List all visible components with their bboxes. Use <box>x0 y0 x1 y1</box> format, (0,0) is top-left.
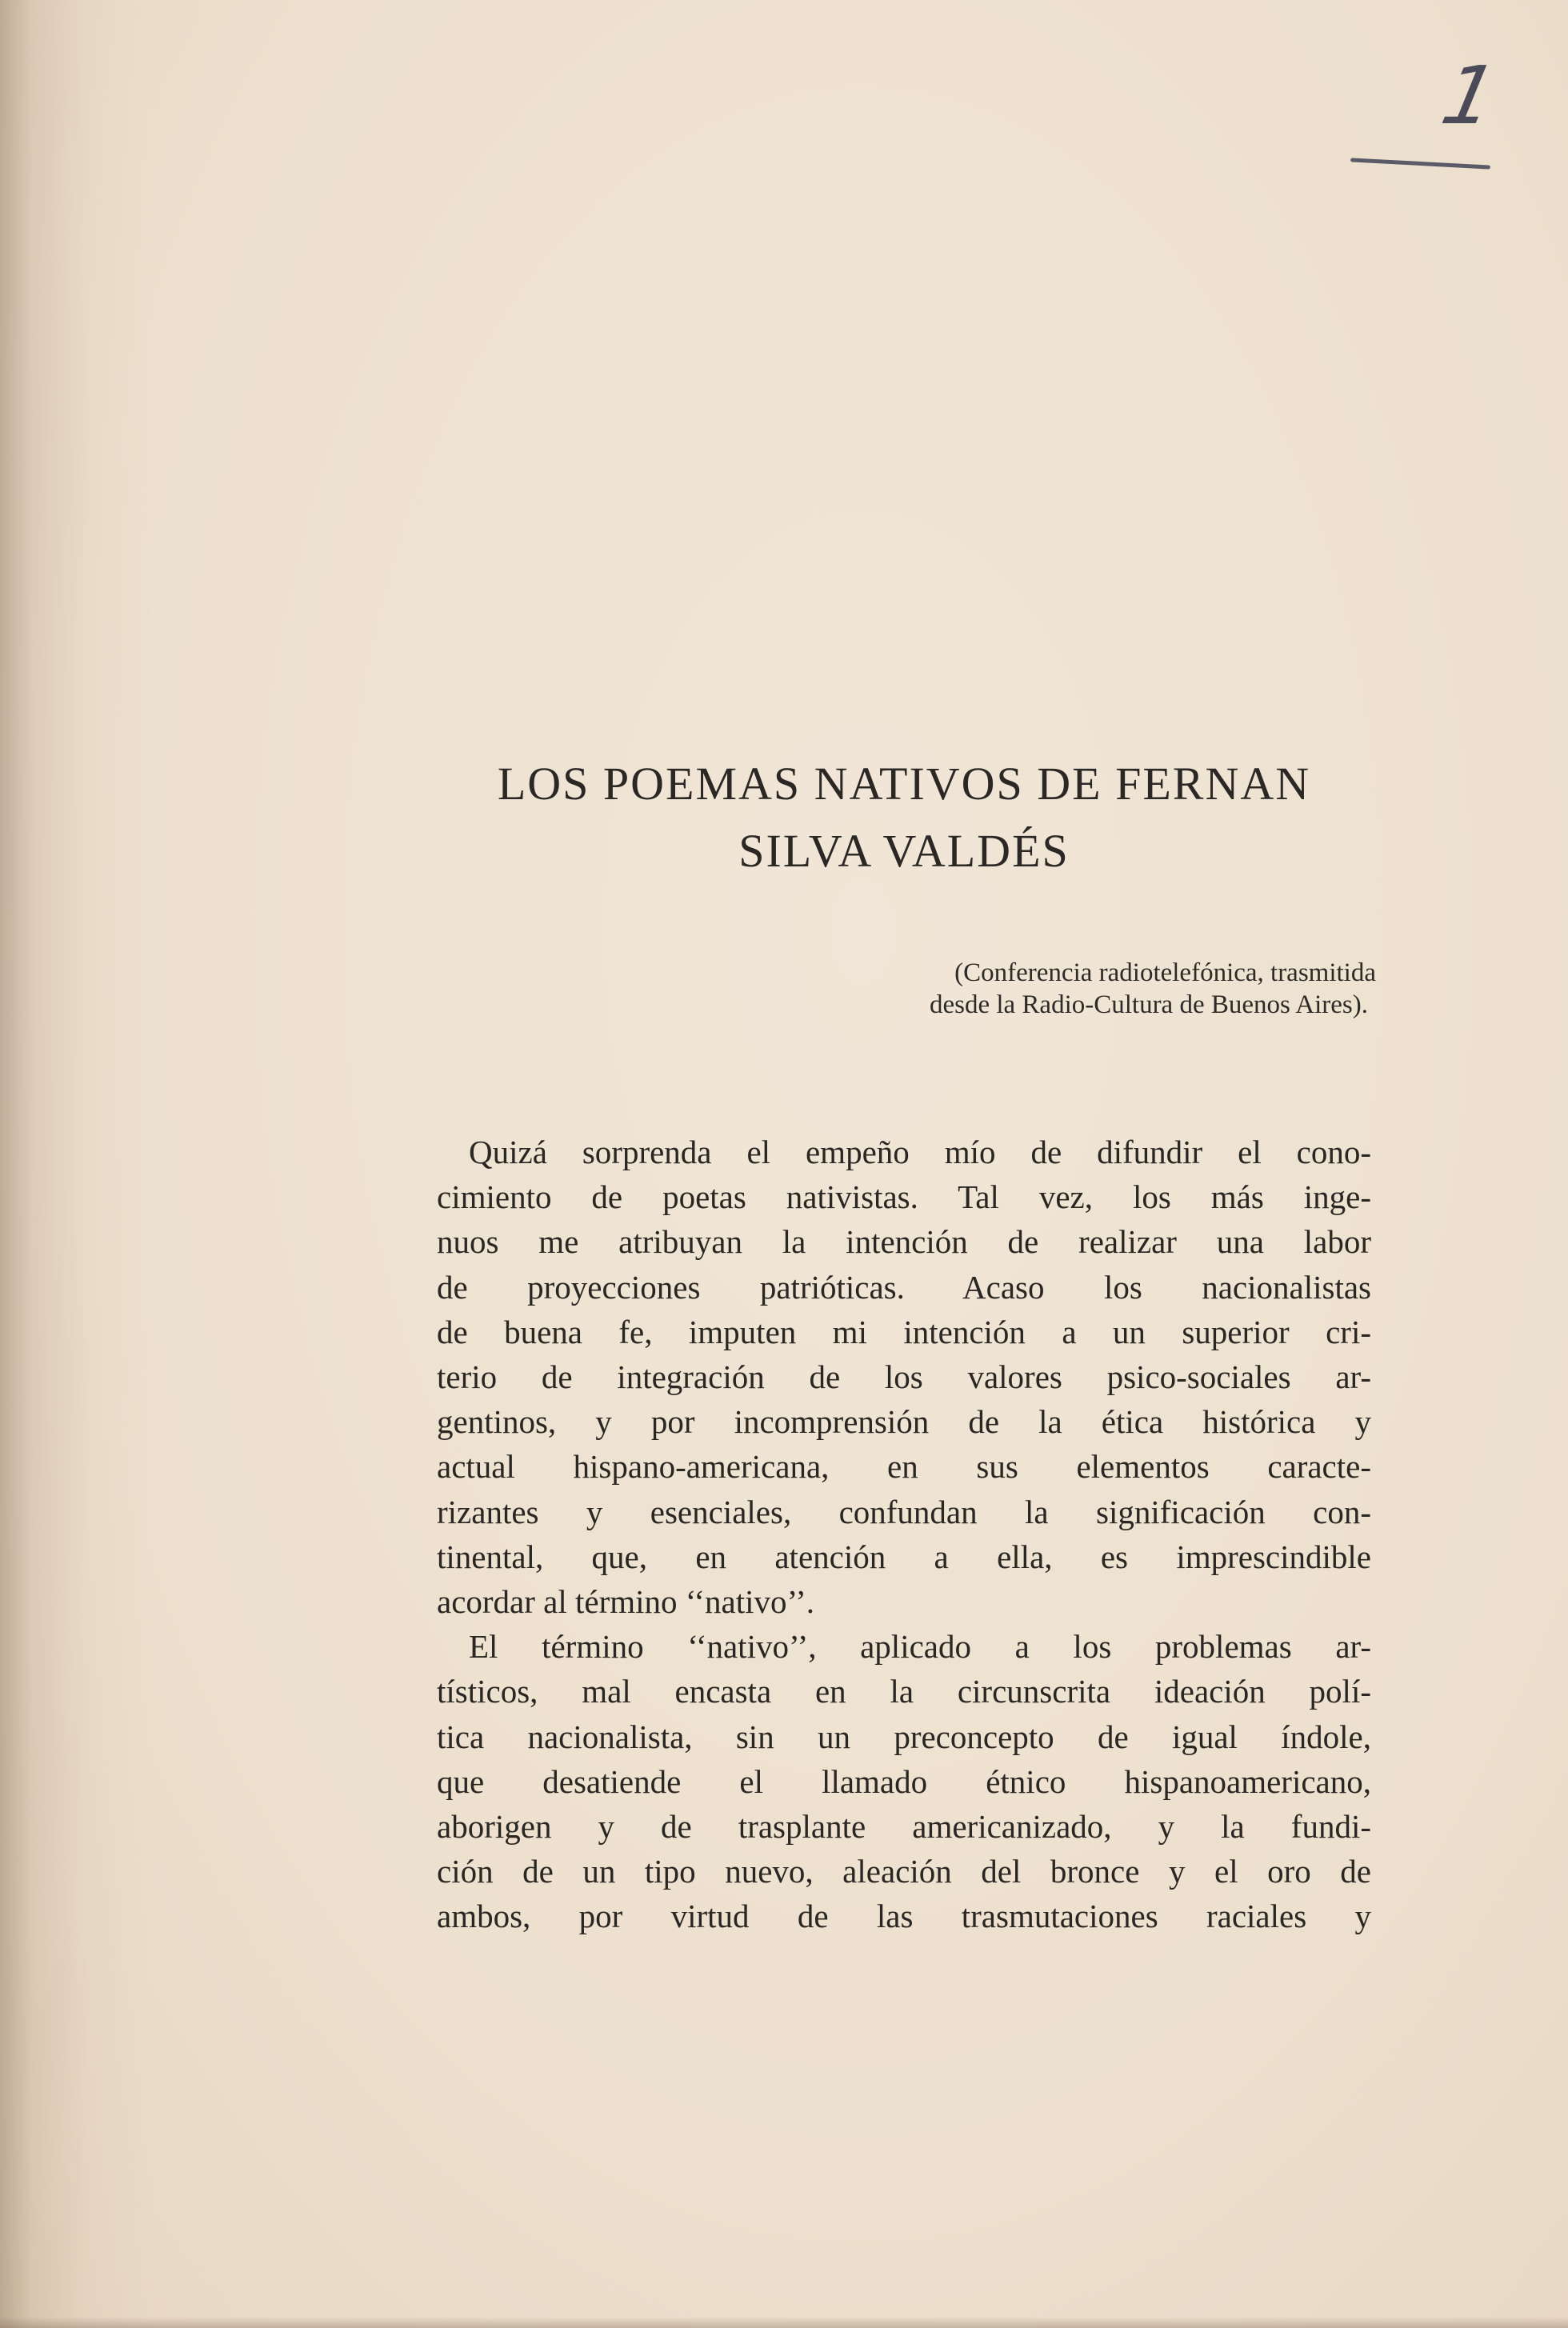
text-line: de buena fe, imputen mi intención a un superior cri- <box>437 1313 1371 1350</box>
text-line: de proyecciones patrióticas. Acaso los nacionalistas <box>437 1268 1371 1306</box>
text-line: rizantes y esenciales, confundan la significación con- <box>437 1493 1371 1530</box>
title-line: SILVA VALDÉS <box>738 825 1070 877</box>
text-line: El término ‘‘nativo’’, aplicado a los problemas ar- <box>469 1628 1371 1666</box>
page-bottom-edge <box>0 2317 1568 2328</box>
subtitle-line: desde la Radio-Cultura de Buenos Aires). <box>929 990 1368 1019</box>
text-line: terio de integración de los valores psico-sociales ar- <box>437 1358 1371 1396</box>
chapter-title <box>384 750 1424 885</box>
text-line: ambos, por virtud de las trasmutaciones raciales y <box>437 1898 1371 1935</box>
chapter-subtitle <box>768 957 1376 1021</box>
text-line: nuos me atribuyan la intención de realizar una labor <box>437 1223 1371 1261</box>
text-line: ción de un tipo nuevo, aleación del bronce y el oro de <box>437 1853 1371 1890</box>
title-line: LOS POEMAS NATIVOS DE FERNAN <box>497 758 1311 810</box>
text-line: tísticos, mal encasta en la circunscrita ideación polí- <box>437 1673 1371 1710</box>
page-number-underline <box>1350 158 1490 169</box>
text-line: tinental, que, en atención a ella, es imprescindible <box>437 1538 1371 1575</box>
page-number: 1 <box>1434 49 1506 142</box>
text-line: actual hispano-americana, en sus elementos caracte- <box>437 1448 1371 1486</box>
text-line: Quizá sorprenda el empeño mío de difundir el cono- <box>469 1134 1371 1170</box>
paragraph <box>437 1624 1371 1938</box>
text-line: gentinos, y por incomprensión de la ética histórica y <box>437 1403 1371 1441</box>
text-line: tica nacionalista, sin un preconcepto de igual índole, <box>437 1718 1371 1755</box>
text-line: cimiento de poetas nativistas. Tal vez, los más inge- <box>437 1178 1371 1216</box>
text-line: aborigen y de trasplante americanizado, y la fundi- <box>437 1808 1371 1846</box>
paragraph <box>437 1130 1371 1624</box>
text-line: acordar al término ‘‘nativo’’. <box>437 1583 815 1621</box>
text-line: que desatiende el llamado étnico hispanoamericano, <box>437 1762 1371 1800</box>
body-text <box>437 1130 1371 1939</box>
subtitle-line: (Conferencia radiotelefónica, trasmitida <box>954 958 1376 987</box>
